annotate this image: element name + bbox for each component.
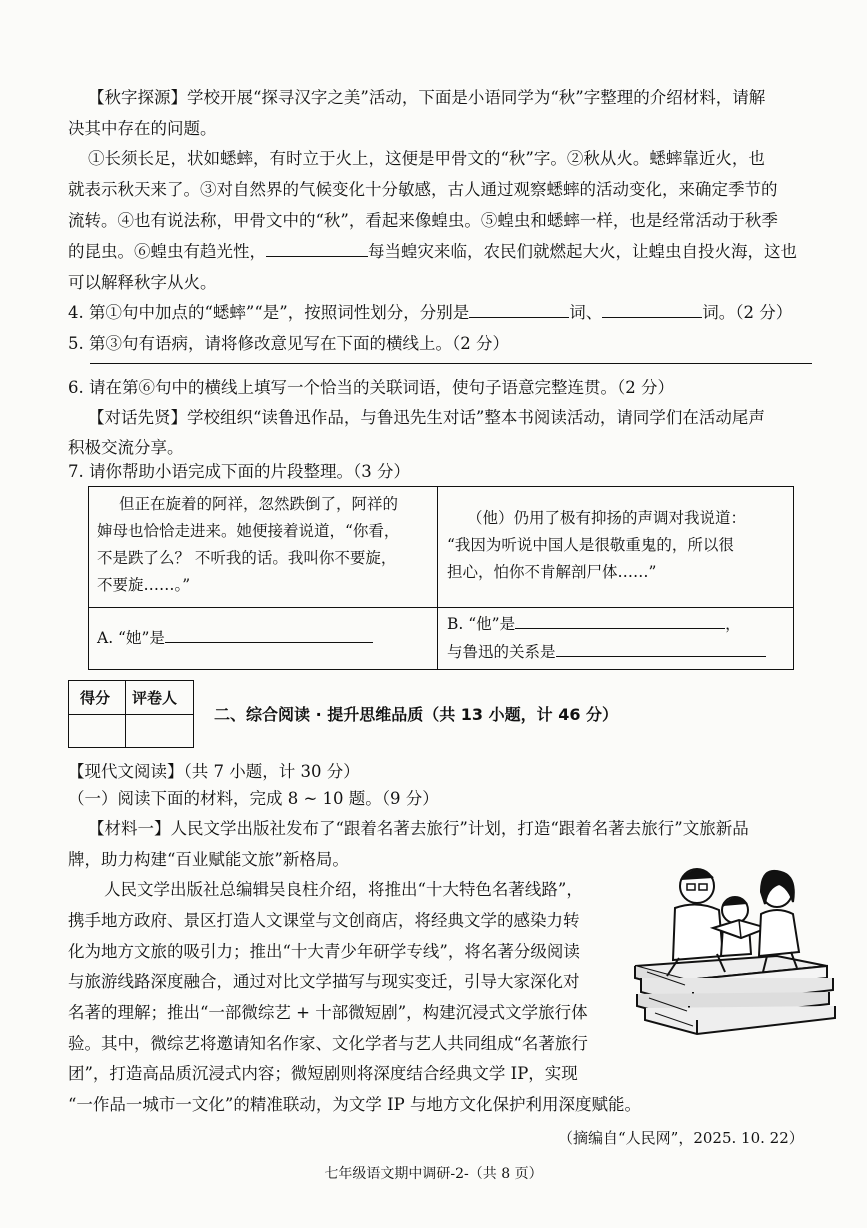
table-left-line2: 婶母也恰恰走进来。她便接着说道，“你看， <box>97 522 400 540</box>
question-4-text-a: 4. 第①句中加点的“蟋蟀”“是”，按照词性划分，分别是 <box>68 303 470 322</box>
q7-table <box>88 486 794 670</box>
material1-line2: 牌，助力构建“百业赋能文旅”新格局。 <box>68 850 349 869</box>
material1-para-line8: “一作品一城市一文化”的精准联动，为文学 IP 与地方文化保护利用深度赋能。 <box>68 1095 641 1114</box>
q6-answer-blank[interactable] <box>266 241 368 257</box>
table-b-row1 <box>447 611 741 638</box>
question-4-text-c: 词。（2 分） <box>702 303 793 322</box>
table-a-label: A. “她”是 <box>97 629 165 647</box>
q7b-answer-blank-1[interactable] <box>515 613 725 629</box>
question-6: 6. 请在第⑥句中的横线上填写一个恰当的关联词语，使句子语意完整连贯。（2 分） <box>68 378 674 397</box>
material1-para-line4: 与旅游线路深度融合，通过对比文学描写与现实变迁，引导大家深化对 <box>68 972 580 991</box>
q5-answer-line[interactable] <box>90 363 812 364</box>
qiu-paragraph-line4-a: 的昆虫。⑥蝗虫有趋光性， <box>68 242 266 261</box>
material1-para-line2: 携手地方政府、景区打造人文课堂与文创商店，将经典文学的感染力转 <box>68 911 580 930</box>
subsection-1-heading: （一）阅读下面的材料，完成 8 ~ 10 题。（9 分） <box>68 789 439 808</box>
table-b-row2 <box>447 639 766 666</box>
q4-blank-1[interactable] <box>469 302 569 318</box>
qiu-paragraph-line4-b: 每当蝗灾来临，农民们就燃起大火，让蝗虫自投火海，这也 <box>368 242 797 261</box>
q7a-answer-blank[interactable] <box>165 627 373 643</box>
grader-label: 评卷人 <box>132 689 178 707</box>
section-intro-line2: 决其中存在的问题。 <box>68 119 217 138</box>
table-a-row <box>97 625 373 652</box>
table-right-line3: 担心，怕你不肯解剖尸体……” <box>447 563 657 581</box>
table-left-line3: 不是跌了么？ 不听我的话。我叫你不要旋， <box>97 549 397 567</box>
material1-para-line1: 人民文学出版社总编辑吴良柱介绍，将推出“十大特色名著线路”， <box>104 880 583 899</box>
qiu-paragraph-line4 <box>68 240 867 264</box>
dialog-intro-line2: 积极交流分享。 <box>68 438 184 457</box>
question-5: 5. 第③句有语病，请将修改意见写在下面的横线上。（2 分） <box>68 334 509 353</box>
material1-line1: 【材料一】人民文学出版社发布了“跟着名著去旅行”计划，打造“跟着名著去旅行”文旅新品 <box>88 819 749 838</box>
qiu-paragraph-line5: 可以解释秋字从火。 <box>68 273 217 292</box>
q4-blank-2[interactable] <box>602 302 702 318</box>
question-7: 7. 请你帮助小语完成下面的片段整理。（3 分） <box>68 462 410 481</box>
score-box <box>68 680 194 748</box>
question-4-text-b: 词、 <box>569 303 603 322</box>
table-b-label: B. “他”是 <box>447 615 516 633</box>
dialog-intro-line1: 【对话先贤】学校组织“读鲁迅作品，与鲁迅先生对话”整本书阅读活动，请同学们在活动尾声 <box>88 408 765 427</box>
qiu-paragraph-line3: 流转。④也有说法称，甲骨文中的“秋”，看起来像蝗虫。⑤蝗虫和蟋蟀一样，也是经常活动于秋季 <box>68 211 778 230</box>
table-vertical-divider <box>437 487 438 669</box>
table-left-line1: 但正在旋着的阿祥，忽然跌倒了，阿祥的 <box>119 495 399 513</box>
material1-para-line5: 名著的理解；推出“一部微综艺 + 十部微短剧”，构建沉浸式文学旅行体 <box>68 1003 588 1022</box>
page-footer: 七年级语文期中调研-2-（共 8 页） <box>324 1166 543 1182</box>
part2-title: 二、综合阅读 · 提升思维品质（共 13 小题，计 46 分） <box>214 705 619 724</box>
table-horizontal-divider <box>89 607 793 608</box>
table-b-comma: ， <box>725 615 741 633</box>
table-left-line4: 不要旋……。” <box>97 576 191 594</box>
modern-reading-heading: 【现代文阅读】（共 7 小题，计 30 分） <box>68 762 360 781</box>
material1-para-line3: 化为地方文旅的吸引力；推出“十大青少年研学专线”，将名著分级阅读 <box>68 942 580 961</box>
table-right-line2: “我因为听说中国人是很敬重鬼的，所以很 <box>447 536 734 554</box>
qiu-paragraph-line2: 就表示秋天来了。③对自然界的气候变化十分敏感，古人通过观察蟋蟀的活动变化，来确定季节的 <box>68 180 778 199</box>
material1-para-line7: 团”，打造高品质沉浸式内容；微短剧则将深度结合经典文学 IP，实现 <box>68 1064 578 1083</box>
q7b-answer-blank-2[interactable] <box>556 641 766 657</box>
table-right-line1: （他）仍用了极有抑扬的声调对我说道： <box>467 509 747 527</box>
section-intro-line1: 【秋字探源】学校开展“探寻汉字之美”活动，下面是小语同学为“秋”字整理的介绍材料，请解 <box>88 88 766 107</box>
qiu-paragraph-line1: ①长须长足，状如蟋蟀，有时立于火上，这便是甲骨文的“秋”字。②秋从火。蟋蟀靠近火，也 <box>88 149 765 168</box>
score-box-divider-h <box>69 714 193 715</box>
material1-source: （摘编自“人民网”，2025. 10. 22） <box>558 1129 804 1147</box>
material1-para-line6: 验。其中，微综艺将邀请知名作家、文化学者与艺人共同组成“名著旅行 <box>68 1034 588 1053</box>
family-reading-illustration <box>627 848 839 1038</box>
question-4 <box>68 301 867 325</box>
table-b-label2: 与鲁迅的关系是 <box>447 643 556 661</box>
score-label: 得分 <box>80 689 111 707</box>
